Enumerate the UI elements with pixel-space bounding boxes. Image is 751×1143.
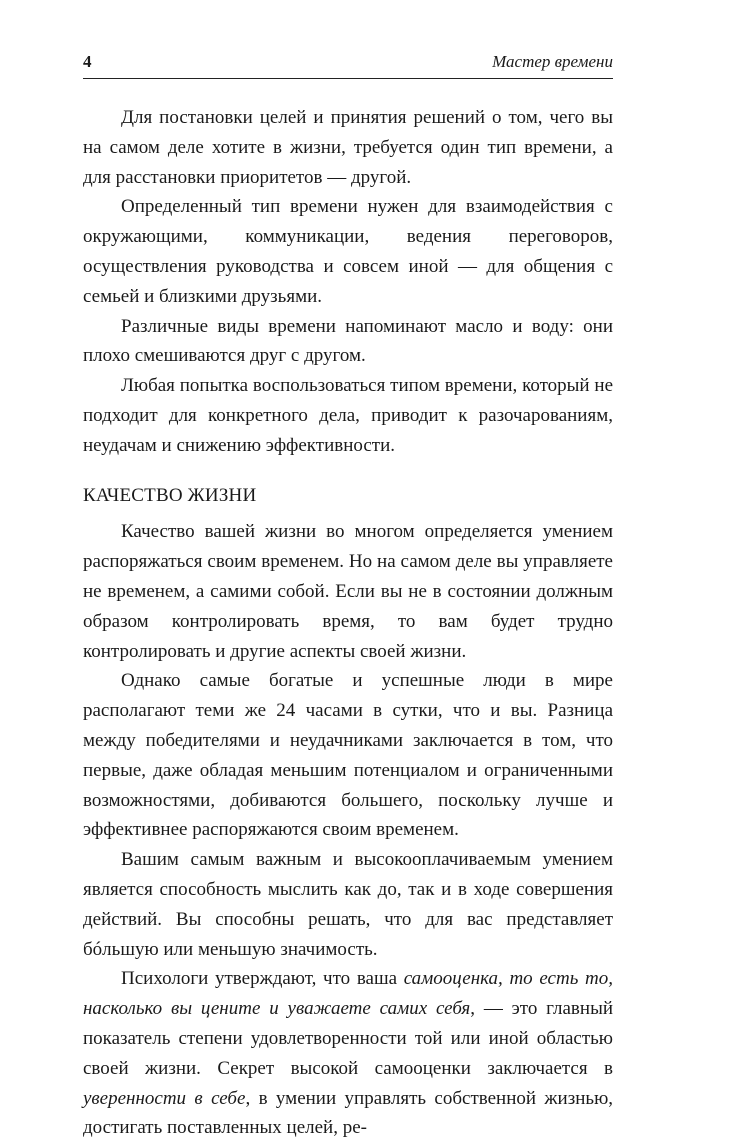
text-run: , — это главный показатель степени удовлетворенности той или иной областью своей жизни. Секрет высокой самооценки заключается в bbox=[83, 998, 613, 1079]
emphasis-self-esteem: самооценка, то есть то, насколько вы цените и уважаете самих себя bbox=[83, 968, 613, 1020]
section-heading: КАЧЕСТВО ЖИЗНИ bbox=[83, 484, 257, 506]
page-number: 4 bbox=[83, 52, 92, 71]
book-page bbox=[83, 50, 613, 1143]
paragraph: Определенный тип времени нужен для взаимодействия с окружающими, коммуникации, ведения переговоров, осуществления руководства и совсем иной — для общения с семьей и близкими друзьями. bbox=[83, 196, 613, 307]
text-run: , в умении управлять собственной жизнью, достигать поставленных целей, ре- bbox=[83, 1087, 614, 1139]
running-title: Мастер времени bbox=[492, 52, 613, 71]
text-run: Психологи утверждают, что ваша bbox=[121, 968, 404, 990]
running-header bbox=[83, 50, 613, 79]
paragraph: Однако самые богатые и успешные люди в мире располагают теми же 24 часами в сутки, что и вы. Разница между победителями и неудачниками заключается в том, что первые, даже обладая меньшим потенциалом и ограниченными возможностями, добиваются большего, поскольку лучше и эффективнее распоряжаются своим временем. bbox=[83, 670, 613, 841]
paragraph: Различные виды времени напоминают масло и воду: они плохо смешиваются друг с другом. bbox=[83, 315, 613, 367]
paragraph-with-emphasis bbox=[83, 964, 613, 1143]
paragraph: Любая попытка воспользоваться типом времени, который не подходит для конкретного дела, приводит к разочарованиям, неудачам и снижению эффективности. bbox=[83, 375, 613, 456]
paragraph: Для постановки целей и принятия решений о том, чего вы на самом деле хотите в жизни, требуется один тип времени, а для расстановки приоритетов — другой. bbox=[83, 107, 613, 188]
paragraph: Качество вашей жизни во многом определяется умением распоряжаться своим временем. Но на самом деле вы управляете не временем, а самими собой. Если вы не в состоянии должным образом контролировать время, то вам будет трудно контролировать и другие аспекты своей жизни. bbox=[83, 521, 613, 662]
emphasis-self-confidence: уверенности в себе bbox=[83, 1087, 246, 1109]
paragraph: Вашим самым важным и высокооплачиваемым умением является способность мыслить как до, так и в ходе совершения действий. Вы способны решать, что для вас представляет бóльшую или меньшую значимость. bbox=[83, 849, 613, 960]
page-body bbox=[83, 103, 613, 1143]
